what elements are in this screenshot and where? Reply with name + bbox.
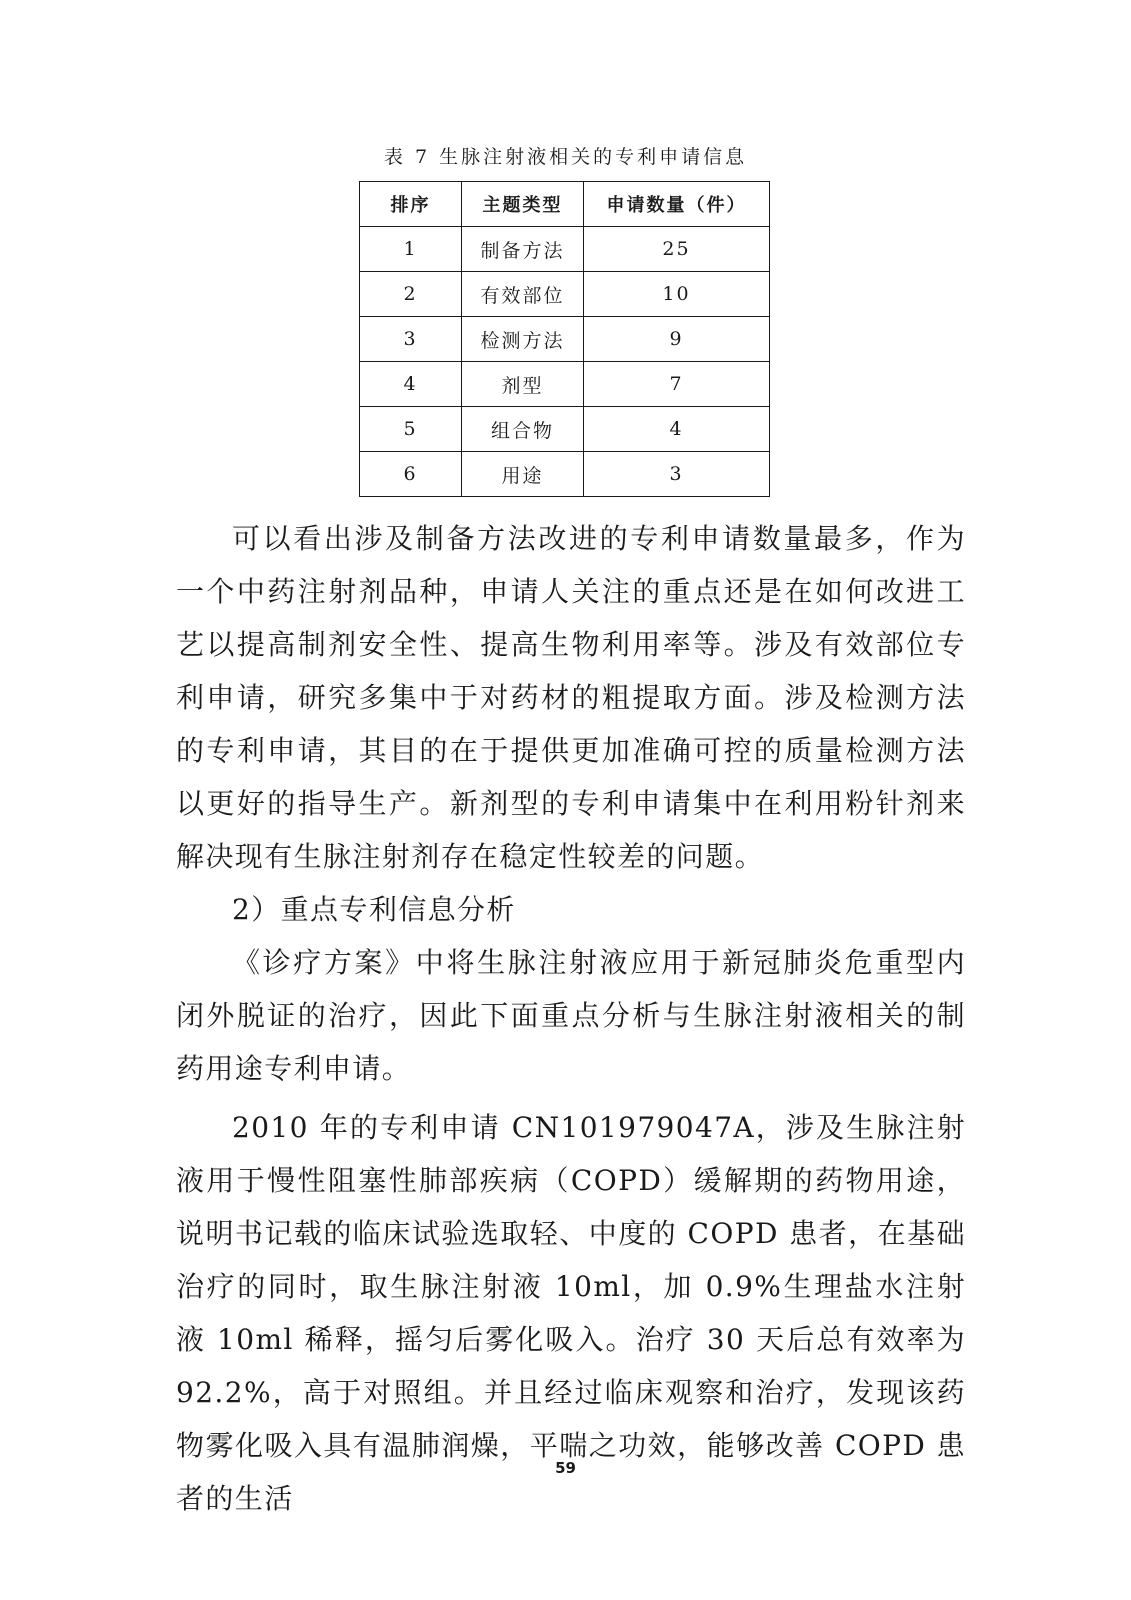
cell-rank: 6 bbox=[360, 452, 462, 497]
cell-rank: 3 bbox=[360, 317, 462, 362]
cell-count: 25 bbox=[584, 227, 770, 272]
cell-rank: 5 bbox=[360, 407, 462, 452]
cell-count: 3 bbox=[584, 452, 770, 497]
table-header-row bbox=[360, 182, 770, 227]
cell-rank: 4 bbox=[360, 362, 462, 407]
cell-subject-type: 有效部位 bbox=[462, 272, 584, 317]
paragraph-diagnosis-plan: 《诊疗方案》中将生脉注射液应用于新冠肺炎危重型内闭外脱证的治疗，因此下面重点分析与生脉注射液相关的制药用途专利申请。 bbox=[176, 946, 966, 1085]
table-row bbox=[360, 317, 770, 362]
cell-count: 4 bbox=[584, 407, 770, 452]
body-text bbox=[176, 512, 966, 1525]
table-row bbox=[360, 272, 770, 317]
paragraph-patent-detail: 2010 年的专利申请 CN101979047A，涉及生脉注射液用于慢性阻塞性肺部疾病（COPD）缓解期的药物用途，说明书记载的临床试验选取轻、中度的 COPD 患者，在基础治疗的同时，取生脉注射液 10ml，加 0.9%生理盐水注射液 10ml 稀释，摇匀后雾化吸入。治疗 30 天后总有效率为 92.2%，高于对照组。并且经过临床观察和治疗，发现该药物雾化吸入具有温肺润燥，平喘之功效，能够改善 COPD 患者的生活 bbox=[176, 1111, 966, 1515]
cell-subject-type: 制备方法 bbox=[462, 227, 584, 272]
cell-count: 7 bbox=[584, 362, 770, 407]
table-row bbox=[360, 407, 770, 452]
cell-subject-type: 检测方法 bbox=[462, 317, 584, 362]
table-row bbox=[360, 227, 770, 272]
cell-subject-type: 用途 bbox=[462, 452, 584, 497]
page-number: 59 bbox=[555, 1459, 576, 1477]
table-caption: 表 7 生脉注射液相关的专利申请信息 bbox=[383, 146, 748, 168]
table-row bbox=[360, 452, 770, 497]
table-row bbox=[360, 362, 770, 407]
cell-subject-type: 剂型 bbox=[462, 362, 584, 407]
patent-table bbox=[359, 181, 770, 497]
cell-count: 10 bbox=[584, 272, 770, 317]
paragraph-summary: 可以看出涉及制备方法改进的专利申请数量最多，作为一个中药注射剂品种，申请人关注的重点还是在如何改进工艺以提高制剂安全性、提高生物利用率等。涉及有效部位专利申请，研究多集中于对药材的粗提取方面。涉及检测方法的专利申请，其目的在于提供更加准确可控的质量检测方法以更好的指导生产。新剂型的专利申请集中在利用粉针剂来解决现有生脉注射剂存在稳定性较差的问题。 bbox=[176, 522, 966, 873]
cell-count: 9 bbox=[584, 317, 770, 362]
cell-rank: 2 bbox=[360, 272, 462, 317]
header-rank: 排序 bbox=[360, 182, 462, 227]
cell-subject-type: 组合物 bbox=[462, 407, 584, 452]
header-application-count: 申请数量（件） bbox=[584, 182, 770, 227]
section-heading: 2）重点专利信息分析 bbox=[232, 893, 516, 926]
header-subject-type: 主题类型 bbox=[462, 182, 584, 227]
cell-rank: 1 bbox=[360, 227, 462, 272]
